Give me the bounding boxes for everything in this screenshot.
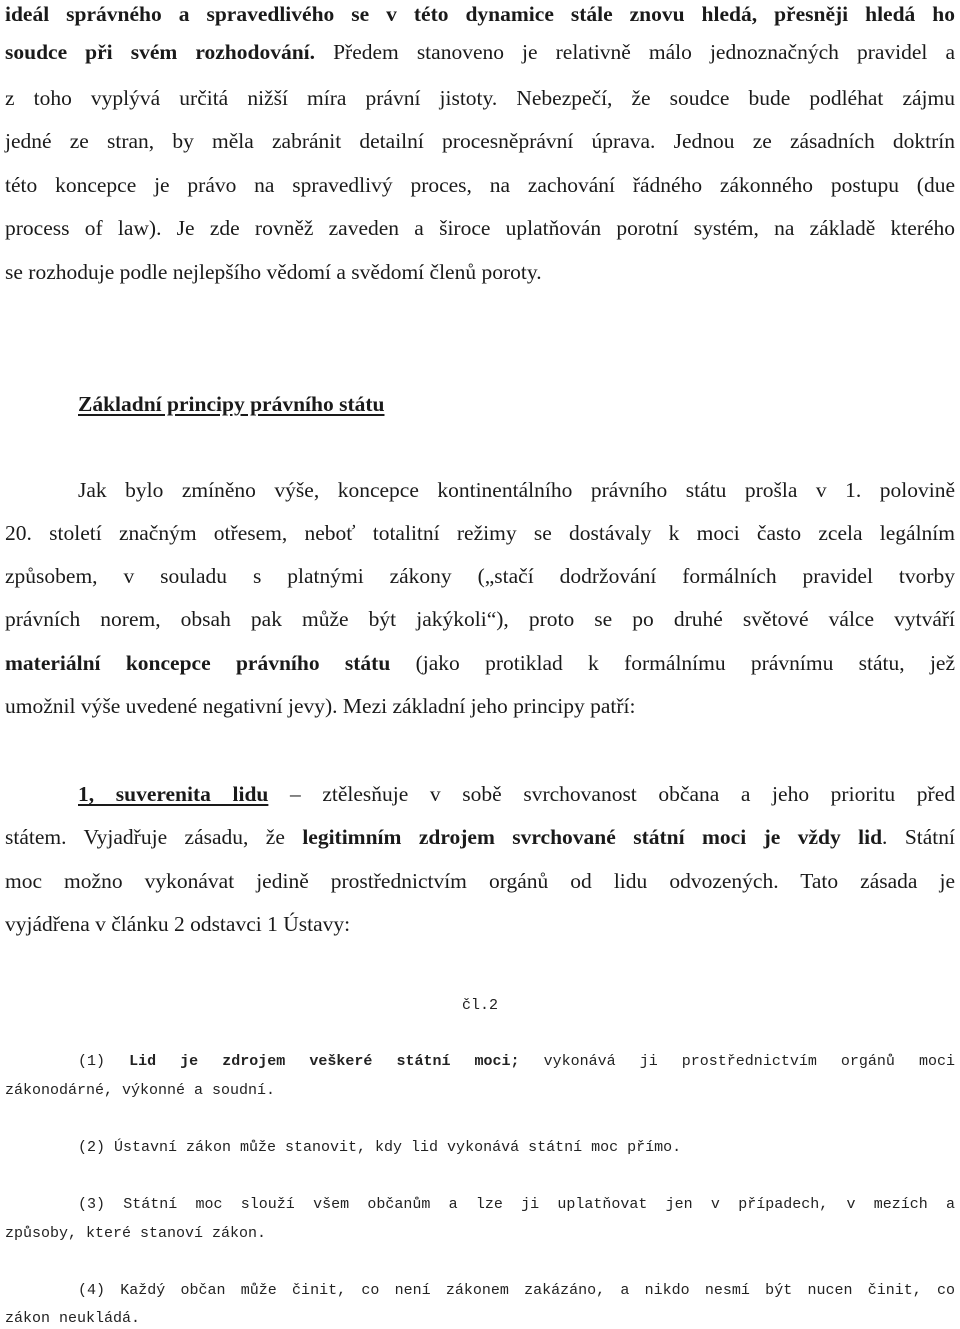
principle1-line-2-bold: legitimním zdrojem svrchované státní moci je vždy lid <box>302 825 883 849</box>
principle1-line-4: vyjádřena v článku 2 odstavci 1 Ústavy: <box>5 912 351 936</box>
para2-line-6: umožnil výše uvedené negativní jevy). Mezi základní jeho principy patří: <box>5 694 636 718</box>
principle1-line-3: moc možno vykonávat jedině prostřednictvím orgánů od lidu odvozených. Tato zásada je <box>5 869 955 893</box>
principle1-line-2-post: . Státní <box>882 825 955 849</box>
article-number: čl.2 <box>461 997 498 1014</box>
principle1-line-1 <box>5 780 955 808</box>
para1-line-2-rest: Předem stanoveno je relativně málo jednoznačných pravidel a <box>315 40 955 64</box>
article-para-1-num: (1) <box>78 1053 130 1070</box>
para2-line-5-rest: (jako protiklad k formálnímu právnímu státu, jež <box>390 651 956 675</box>
section-heading-text: Základní principy právního státu <box>78 392 385 416</box>
article-para-2: (2) Ústavní zákon může stanovit, kdy lid vykonává státní moc přímo. <box>78 1139 682 1156</box>
principle1-label: 1, suverenita lidu <box>78 782 269 806</box>
principle1-line-2 <box>5 823 955 851</box>
para1-line-6: process of law). Je zde rovněž zaveden a široce uplatňován porotní systém, na základě kterého <box>5 216 955 240</box>
article-para-3-line-1: (3) Státní moc slouží všem občanům a lze ji uplatňovat jen v případech, v mezích a <box>78 1196 955 1213</box>
article-para-3-line-2: způsoby, které stanoví zákon. <box>5 1225 267 1242</box>
article-para-1-bold: Lid je zdrojem veškeré státní moci; <box>129 1053 520 1070</box>
principle1-line-2-pre: státem. Vyjadřuje zásadu, že <box>5 825 303 849</box>
para2-line-3: způsobem, v souladu s platnými zákony („stačí dodržování formálních pravidel tvorby <box>5 564 955 588</box>
para1-line-3: z toho vyplývá určitá nižší míra právní jistoty. Nebezpečí, že soudce bude podléhat zájmu <box>5 86 955 110</box>
para1-line-2 <box>5 38 955 66</box>
para2-line-2: 20. století značným otřesem, neboť totalitní režimy se dostávaly k moci často zcela legálním <box>5 521 955 545</box>
para1-line-7: se rozhoduje podle nejlepšího vědomí a svědomí členů poroty. <box>5 260 542 284</box>
article-para-1-line-1 <box>5 1052 955 1072</box>
section-heading <box>5 390 955 418</box>
para1-line-2-bold: soudce při svém rozhodování. <box>5 40 316 64</box>
para1-line-1: ideál správného a spravedlivého se v této dynamice stále znovu hledá, přesněji hledá ho <box>5 2 955 26</box>
article-para-4-line-2: zákon neukládá. <box>5 1310 141 1327</box>
para2-line-5 <box>5 649 955 677</box>
para2-line-1: Jak bylo zmíněno výše, koncepce kontinentálního právního státu prošla v 1. polovině <box>78 478 955 502</box>
principle1-line-1-rest: – ztělesňuje v sobě svrchovanost občana a jeho prioritu před <box>268 782 955 806</box>
para1-line-5: této koncepce je právo na spravedlivý proces, na zachování řádného zákonného postupu (due <box>5 173 955 197</box>
article-para-1-rest: vykonává ji prostřednictvím orgánů moci <box>519 1053 955 1070</box>
para1-line-4: jedné ze stran, by měla zabránit detailní procesněprávní úprava. Jednou ze zásadních doktrín <box>5 129 955 153</box>
para2-line-4: právních norem, obsah pak může být jakýkoli“), proto se po druhé světové válce vytváří <box>5 607 955 631</box>
article-para-4-line-1: (4) Každý občan může činit, co není zákonem zakázáno, a nikdo nesmí být nucen činit, co <box>78 1282 955 1299</box>
para2-line-5-bold: materiální koncepce právního státu <box>5 651 391 675</box>
article-para-1-line-2: zákonodárné, výkonné a soudní. <box>5 1082 276 1099</box>
